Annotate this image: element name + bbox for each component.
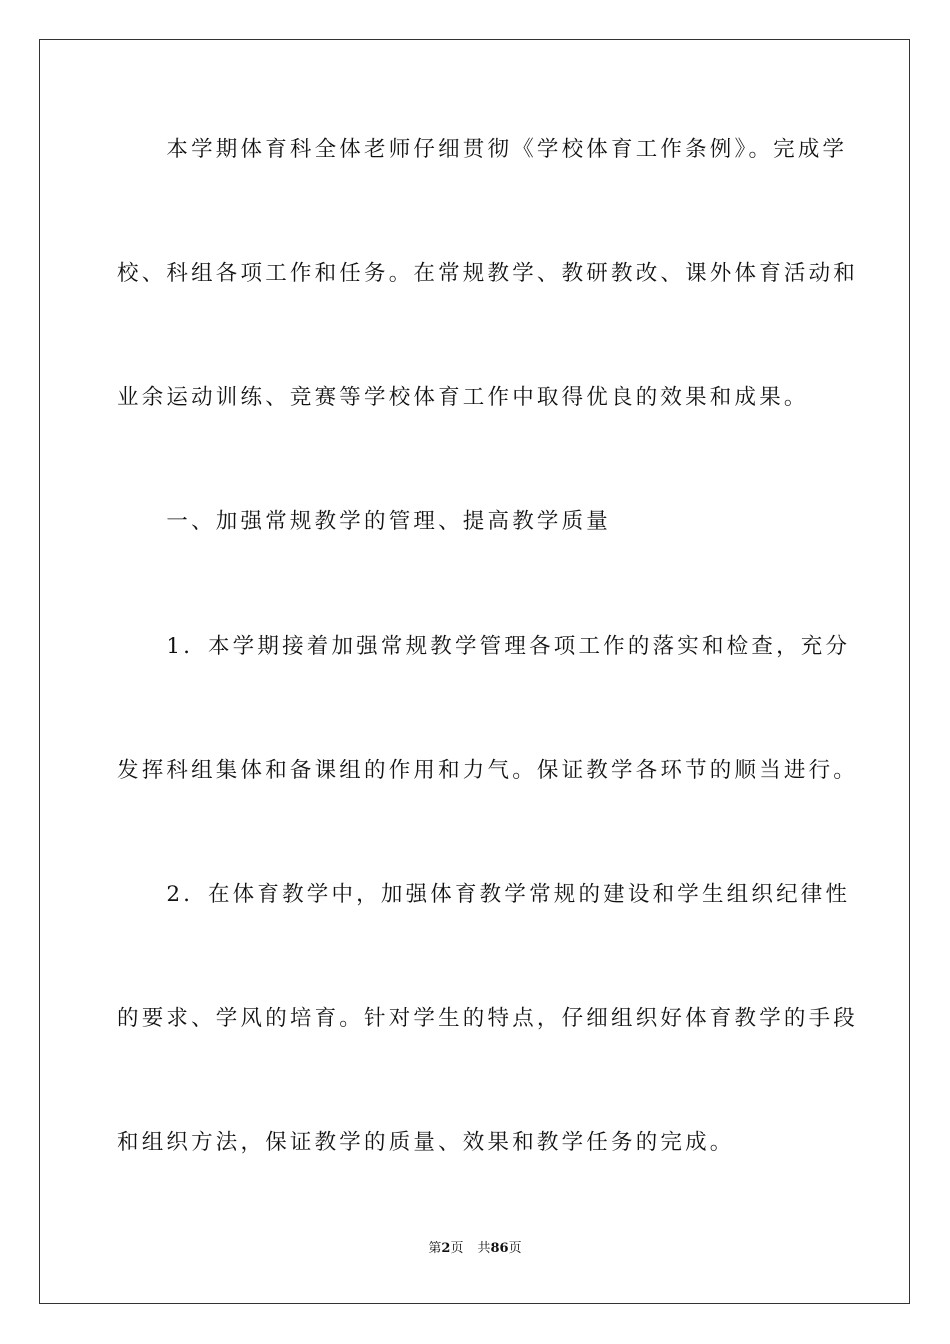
page-suffix: 页 <box>450 1241 464 1256</box>
paragraph-line: 和组织方法，保证教学的质量、效果和教学任务的完成。 <box>117 1130 735 1155</box>
paragraph-line: 校、科组各项工作和任务。在常规教学、教研教改、课外体育活动和 <box>117 261 859 286</box>
paragraph-line: 本学期体育科全体老师仔细贯彻《学校体育工作条例》。完成学 <box>117 137 848 162</box>
paragraph-line: 业余运动训练、竞赛等学校体育工作中取得优良的效果和成果。 <box>117 385 809 410</box>
page-number: 2 <box>441 1241 451 1256</box>
page-prefix: 第 <box>428 1241 442 1256</box>
paragraph-line: 1．本学期接着加强常规教学管理各项工作的落实和检查，充分 <box>117 634 851 659</box>
paragraph-line: 的要求、学风的培育。针对学生的特点，仔细组织好体育教学的手段 <box>117 1006 859 1031</box>
page-border <box>39 39 910 1304</box>
paragraph-line: 2．在体育教学中，加强体育教学常规的建设和学生组织纪律性 <box>117 882 851 907</box>
section-heading: 一、加强常规教学的管理、提高教学质量 <box>117 509 612 534</box>
total-prefix: 共 <box>477 1241 491 1256</box>
page-footer <box>0 1240 950 1258</box>
total-suffix: 页 <box>508 1241 522 1256</box>
paragraph-line: 发挥科组集体和备课组的作用和力气。保证教学各环节的顺当进行。 <box>117 758 859 783</box>
total-pages: 86 <box>490 1241 509 1256</box>
